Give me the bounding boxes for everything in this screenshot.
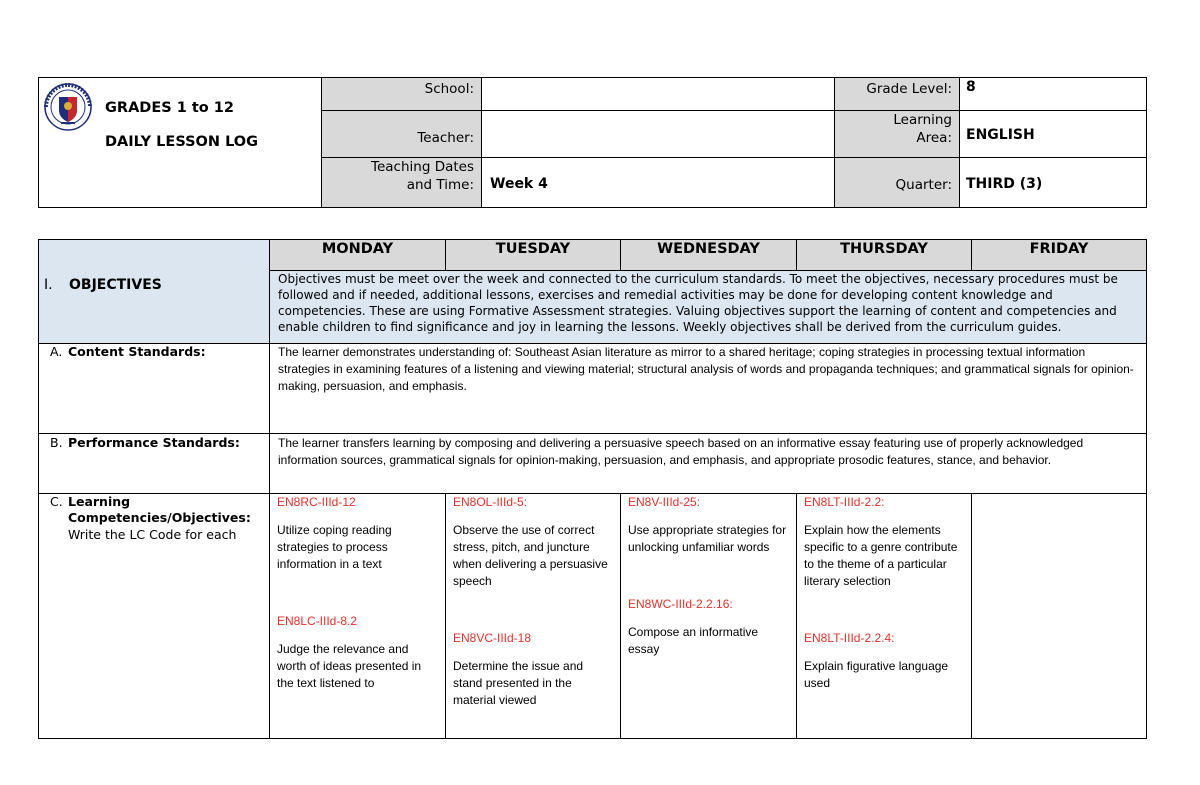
day-header-thursday: THURSDAY	[797, 240, 971, 270]
title-cell	[39, 78, 321, 207]
day-header-monday: MONDAY	[270, 240, 445, 270]
teaching-dates-label	[322, 158, 481, 207]
lc-text: Compose an informative essay	[628, 625, 759, 656]
content-standards-label-cell	[39, 344, 269, 433]
lc-code: EN8LT-IIId-2.2.4:	[804, 631, 895, 645]
objectives-heading-cell	[39, 240, 269, 343]
teacher-field[interactable]	[482, 111, 834, 157]
lc-text: Explain figurative language used	[804, 659, 949, 690]
performance-standards-letter: B.	[50, 435, 63, 450]
content-standards-letter: A.	[50, 344, 63, 359]
performance-standards-label-cell	[39, 435, 269, 492]
competencies-note: Write the LC Code for each	[68, 527, 237, 542]
teacher-label: Teacher:	[322, 111, 481, 157]
lc-code: EN8LT-IIId-2.2:	[804, 495, 885, 509]
grade-level-label: Grade Level:	[835, 78, 959, 110]
lc-code: EN8RC-IIId-12	[277, 495, 356, 509]
content-standards-text: The learner demonstrates understanding of: Southeast Asian literature as mirror to a shared heritage; coping strategies in processing textual information strategies in examining features of a listening and viewing material; structural analysis of words and propaganda techniques; and grammatical signals for opinion-making, persuasion, and emphasis.	[278, 345, 1134, 393]
lc-text: Observe the use of correct stress, pitch, and juncture when delivering a persuasive speech	[453, 523, 608, 588]
title-line-2: DAILY LESSON LOG	[105, 134, 259, 150]
lc-code: EN8V-IIId-25:	[628, 495, 701, 509]
teaching-dates-label-line2: and Time:	[406, 177, 474, 193]
competency-cell-monday	[270, 494, 445, 738]
competency-cell-friday	[972, 494, 1146, 738]
school-label: School:	[322, 78, 481, 110]
lc-text: Determine the issue and stand presented in the material viewed	[453, 659, 584, 707]
competencies-label-line2: Competencies/Objectives:	[68, 510, 251, 525]
day-header-tuesday: TUESDAY	[446, 240, 620, 270]
day-header-friday: FRIDAY	[972, 240, 1146, 270]
learning-area-label-line1: Learning	[893, 112, 952, 128]
lc-code: EN8WC-IIId-2.2.16:	[628, 597, 733, 611]
competencies-label-cell	[39, 494, 269, 738]
competencies-label-line1: Learning	[68, 494, 131, 509]
quarter-label: Quarter:	[835, 158, 959, 207]
lc-text: Explain how the elements specific to a genre contribute to the theme of a particular literary selection	[804, 523, 958, 588]
learning-area-label-line2: Area:	[916, 130, 952, 146]
objectives-heading: OBJECTIVES	[69, 277, 162, 293]
lc-code: EN8LC-IIId-8.2	[277, 614, 358, 628]
objectives-description: Objectives must be meet over the week and connected to the curriculum standards. To meet the objectives, necessary procedures must be followed and if needed, additional lessons, exercises and remedial activities may be done for developing content knowledge and competencies. These are using Formative Assessment strategies. Valuing objectives support the learning of content and competencies and enable children to find significance and joy in learning the lessons. Weekly objectives shall be derived from the curriculum guides.	[270, 271, 1146, 343]
competency-cell-wednesday	[621, 494, 796, 738]
school-field[interactable]	[482, 78, 834, 110]
lc-text: Use appropriate strategies for unlocking unfamiliar words	[628, 523, 787, 554]
competency-cell-thursday	[797, 494, 971, 738]
deped-seal-icon	[44, 83, 92, 131]
lc-text: Judge the relevance and worth of ideas presented in the text listened to	[277, 642, 422, 690]
competency-cell-tuesday	[446, 494, 620, 738]
lc-code: EN8OL-IIId-5:	[453, 495, 528, 509]
objectives-number: I.	[44, 277, 53, 293]
teaching-dates-label-line1: Teaching Dates	[371, 159, 474, 175]
content-standards-label: Content Standards:	[68, 344, 206, 359]
competencies-letter: C.	[50, 494, 63, 509]
title-line-1: GRADES 1 to 12	[105, 100, 234, 116]
grade-level-value[interactable]: 8	[966, 79, 976, 95]
performance-standards-label: Performance Standards:	[68, 435, 240, 450]
performance-standards-text: The learner transfers learning by composing and delivering a persuasive speech based on an informative essay featuring use of properly acknowledged information sources, grammatical signals for opinion-making, persuasion, and emphasis, and appropriate prosodic features, stance, and behavior.	[278, 436, 1084, 467]
teaching-dates-value[interactable]: Week 4	[490, 176, 548, 192]
lc-code: EN8VC-IIId-18	[453, 631, 532, 645]
learning-area-value[interactable]: ENGLISH	[966, 127, 1035, 143]
day-header-wednesday: WEDNESDAY	[621, 240, 796, 270]
quarter-value[interactable]: THIRD (3)	[966, 176, 1043, 192]
learning-area-label	[835, 111, 959, 157]
lc-text: Utilize coping reading strategies to process information in a text	[277, 523, 392, 571]
